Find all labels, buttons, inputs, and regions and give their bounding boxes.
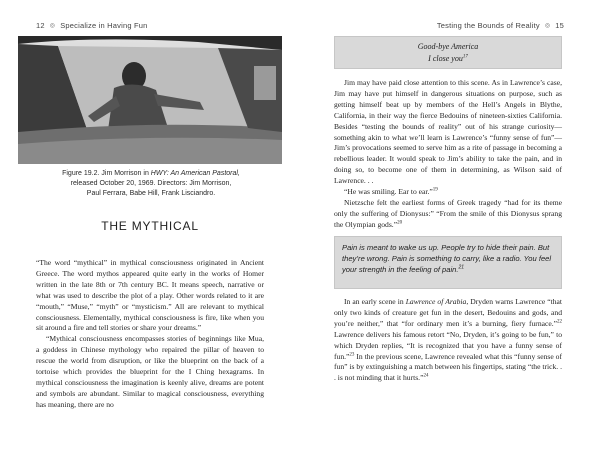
left-running-head [36,19,148,31]
film-title: Lawrence of Arabia [405,297,467,306]
footnote-ref: 24 [423,373,429,379]
pull-quote-box [334,236,562,289]
figure-photo [18,36,282,164]
section-heading: THE MYTHICAL [101,219,199,233]
paragraph-text: In the previous scene, Lawrence revealed what this “funny sense of fun” is by extinguishing a match between his fingertips, stating “the trick. . . is not minding that it hurts.” [334,351,562,383]
caption-text-1: Figure 19.2. Jim Morrison in [62,170,151,177]
footnote-ref: 23 [349,352,355,357]
left-paragraph: “The word “mythical” in mythical consciousness originated in Ancient Greece. The word mythos appeared quite early in the works of Homer written in the late 8th or 7th century BC. It means speech, narrative or what was used to describe the plot of a play. Other words related to it are “mouth,” “Muse,” “myth” or “mysticism.” All are relevant to mythical consciousness. Elementally, mythical consciousness is fire, like when you sit around a fire and tell stories or share your dreams.” [36,258,264,333]
right-body-text-bottom [334,297,562,384]
paragraph-text: In an early scene in [344,297,406,306]
paragraph-text: Nietzsche felt the earliest forms of Greek tragedy “had for its theme only the suffering of Dionysus:” “From the smile of this Dionysus sprang the Olympian gods.” [334,197,562,229]
caption-text-2: released October 20, 1969. Directors: Jim Morrison, [70,180,232,187]
paragraph-text: , Dryden warns Lawrence “that only two kinds of creature get fun in the desert, Bedouins and gods, and you’re neither,” that “for ordinary men it’s a burning, fiery furnace.” [334,297,563,328]
right-page-number: 15 [555,20,564,30]
caption-film-title: HWY: An American Pastoral, [150,170,240,177]
right-body-text-top [334,78,562,231]
footnote-ref: 21 [458,264,465,271]
left-body-text [36,258,264,411]
separator-ornament-icon: ◎ [544,22,551,29]
left-paragraph: “Mythical consciousness encompasses stories of beginnings like Mua, a goddess in Chinese mythology who repaired the pillar of heaven to rescue the world from disruption, or like the blueprint on the back of a tortoise which provides the blueprint for the I Ching hexagrams. In mythical consciousness the imagination is keenly alive, dreams are potent and symbols are abundant. Similar to magical consciousness, everything has meaning, there are no [36,334,264,409]
paragraph-text: “He was smiling. Ear to ear.” [344,187,433,197]
footnote-ref: 22 [557,319,562,325]
footnote-ref: 20 [397,220,403,226]
right-paragraph [334,198,562,231]
right-running-head [437,19,564,31]
right-running-title: Testing the Bounds of Reality [436,20,540,30]
paragraph-text: Lawrence delivers his famous retort “No, Dryden, it’s going to be fun,” to which Dryden replies, “It is recognized that you have a funny sense of fun.” [334,329,562,361]
separator-ornament-icon: ◎ [49,22,56,29]
footnote-ref: 17 [462,54,468,60]
car-photo-illustration [18,36,282,164]
right-paragraph [334,187,562,198]
pull-quote-text: Pain is meant to wake us up. People try to hide their pain. But they’re wrong. Pain is something to carry, like a radio. You feel your strength in the feeling of pain. [342,243,552,274]
quote-line-1: Good-bye America [417,42,479,51]
left-running-title: Specialize in Having Fun [60,20,148,30]
quote-box [334,36,562,69]
right-paragraph [334,297,562,384]
footnote-ref: 19 [432,187,438,193]
quote-line-2: I close you [428,54,463,63]
caption-text-3: Paul Ferrara, Babe Hill, Frank Lisciandro. [86,190,216,197]
figure-caption [40,169,262,199]
right-paragraph: Jim may have paid close attention to this scene. As in Lawrence’s case, Jim may have put himself in dangerous situations on purpose, such as getting himself beat up by members of the Hell’s Angels in Blythe, California, in their way the fierce Bedouins of nineteen-sixties California. Besides “testing the bounds of reality” out of his strange curiosity—something akin to what we’ll learn is Lawrence’s “funny sense of fun”—Jim’s provocations seemed to serve him as a rite of passage in becoming a rebellious leader. It would speak to Jim’s ability to take the pain, and in doing so, to become one of them in determining, as Wilson said of Lawrence. . . [334,78,562,186]
left-page-number: 12 [36,20,45,30]
